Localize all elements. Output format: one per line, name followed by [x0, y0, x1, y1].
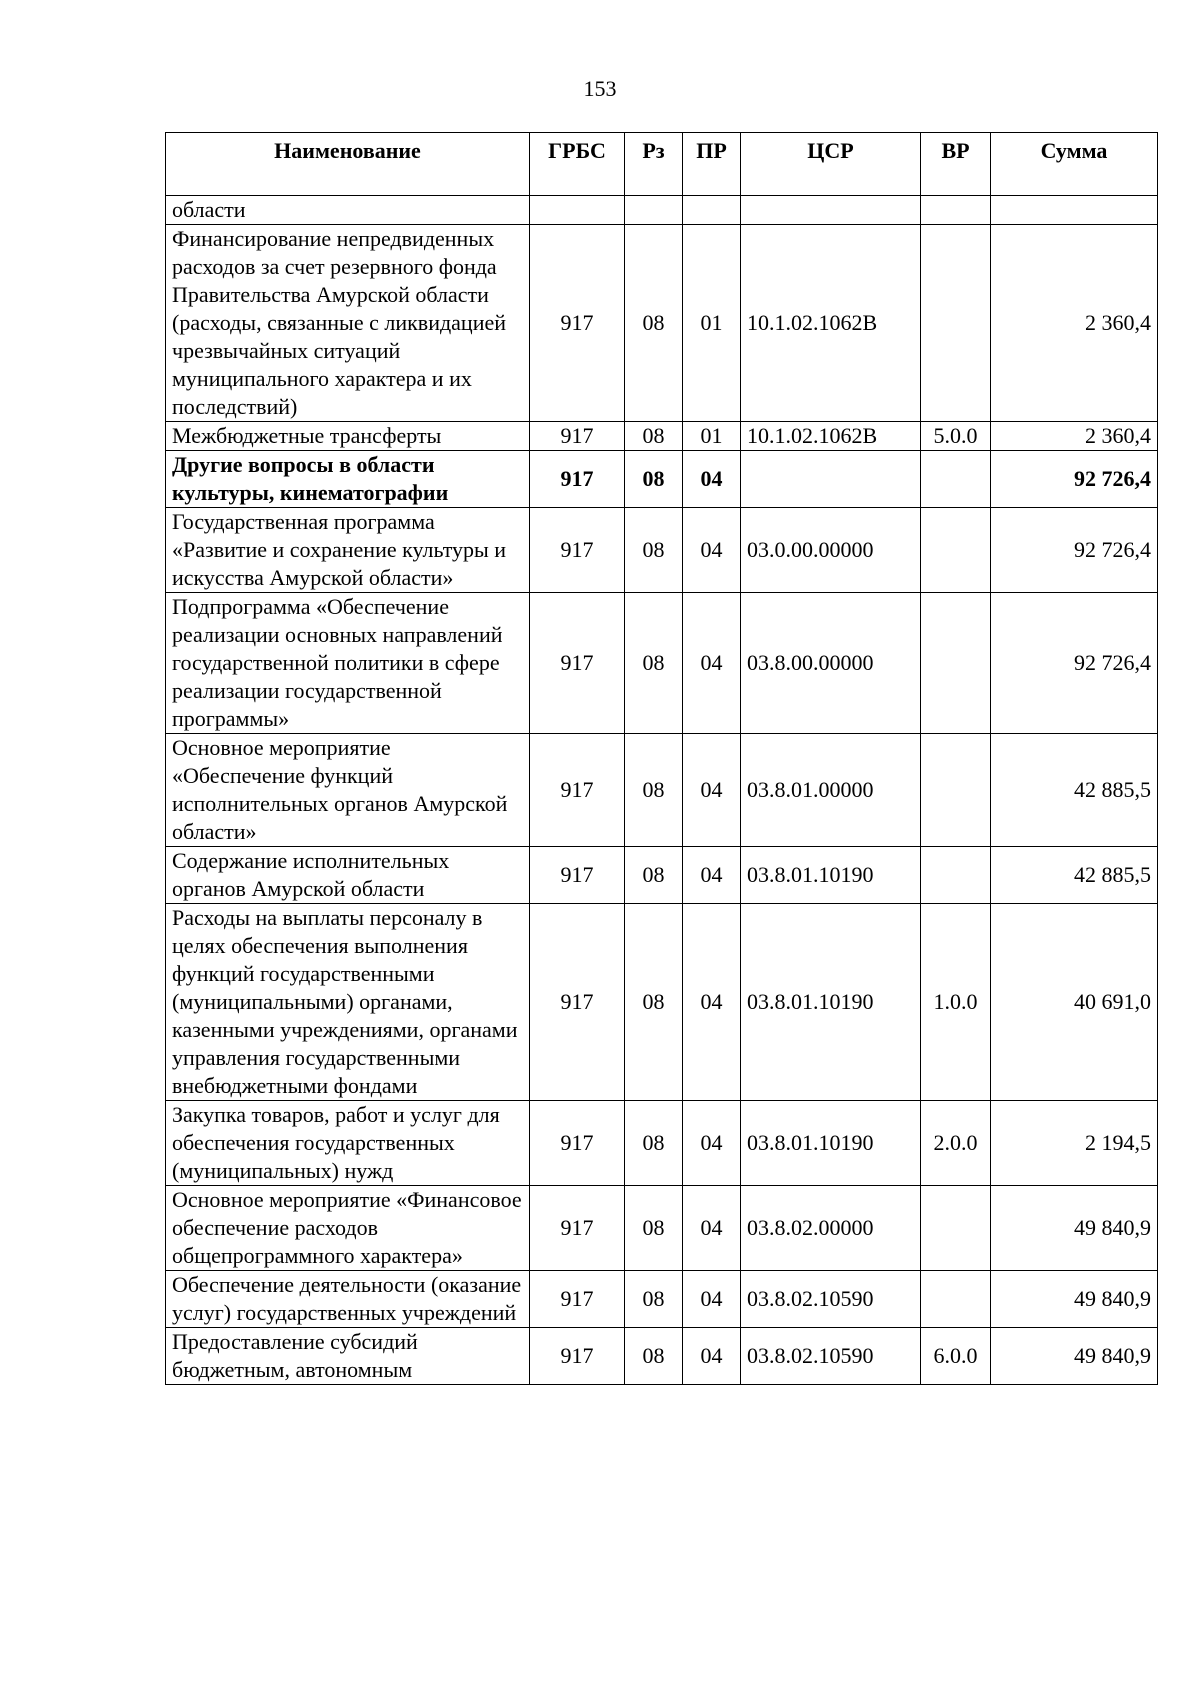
header-csr: ЦСР [741, 133, 921, 196]
cell-sum: 49 840,9 [991, 1328, 1158, 1385]
cell-vr [921, 734, 991, 847]
cell-grbs: 917 [530, 734, 625, 847]
cell-name: Межбюджетные трансферты [166, 422, 530, 451]
table-body [166, 196, 1158, 1385]
cell-sum: 2 360,4 [991, 422, 1158, 451]
header-grbs: ГРБС [530, 133, 625, 196]
cell-grbs: 917 [530, 904, 625, 1101]
cell-sum: 92 726,4 [991, 451, 1158, 508]
cell-rz: 08 [625, 734, 683, 847]
cell-vr: 6.0.0 [921, 1328, 991, 1385]
header-name: Наименование [166, 133, 530, 196]
table-row [166, 593, 1158, 734]
table-header-row [166, 133, 1158, 196]
cell-name: Предоставление субсидий бюджетным, автономным [166, 1328, 530, 1385]
cell-pr: 04 [683, 847, 741, 904]
cell-name: области [166, 196, 530, 225]
cell-sum: 92 726,4 [991, 508, 1158, 593]
cell-name: Подпрограмма «Обеспечение реализации основных направлений государственной политики в сфере реализации государственной программы» [166, 593, 530, 734]
page-number: 153 [583, 76, 617, 101]
cell-rz: 08 [625, 847, 683, 904]
cell-grbs: 917 [530, 508, 625, 593]
cell-vr [921, 1186, 991, 1271]
cell-pr: 04 [683, 904, 741, 1101]
cell-name: Основное мероприятие «Финансовое обеспечение расходов общепрограммного характера» [166, 1186, 530, 1271]
cell-name: Обеспечение деятельности (оказание услуг) государственных учреждений [166, 1271, 530, 1328]
cell-sum: 2 194,5 [991, 1101, 1158, 1186]
table-row [166, 225, 1158, 422]
cell-rz: 08 [625, 1328, 683, 1385]
table-row [166, 451, 1158, 508]
cell-sum: 92 726,4 [991, 593, 1158, 734]
cell-grbs: 917 [530, 451, 625, 508]
cell-sum [991, 196, 1158, 225]
cell-name: Другие вопросы в области культуры, кинематографии [166, 451, 530, 508]
cell-rz: 08 [625, 1186, 683, 1271]
table-row [166, 1328, 1158, 1385]
cell-vr [921, 196, 991, 225]
cell-csr [741, 196, 921, 225]
cell-rz: 08 [625, 422, 683, 451]
cell-grbs: 917 [530, 225, 625, 422]
cell-pr: 04 [683, 451, 741, 508]
budget-table [165, 132, 1158, 1385]
cell-grbs: 917 [530, 1186, 625, 1271]
cell-grbs: 917 [530, 593, 625, 734]
table-row [166, 1186, 1158, 1271]
cell-rz: 08 [625, 508, 683, 593]
cell-vr: 2.0.0 [921, 1101, 991, 1186]
cell-sum: 42 885,5 [991, 847, 1158, 904]
cell-rz: 08 [625, 225, 683, 422]
cell-pr: 04 [683, 508, 741, 593]
cell-grbs: 917 [530, 422, 625, 451]
cell-name: Содержание исполнительных органов Амурской области [166, 847, 530, 904]
cell-sum: 49 840,9 [991, 1186, 1158, 1271]
table-row [166, 508, 1158, 593]
cell-name: Основное мероприятие «Обеспечение функций исполнительных органов Амурской области» [166, 734, 530, 847]
cell-grbs: 917 [530, 847, 625, 904]
table-row [166, 196, 1158, 225]
cell-vr [921, 451, 991, 508]
cell-csr: 03.8.02.00000 [741, 1186, 921, 1271]
cell-csr: 03.0.00.00000 [741, 508, 921, 593]
cell-vr [921, 1271, 991, 1328]
table-row [166, 1271, 1158, 1328]
cell-sum: 42 885,5 [991, 734, 1158, 847]
cell-sum: 2 360,4 [991, 225, 1158, 422]
cell-grbs: 917 [530, 1101, 625, 1186]
cell-pr: 01 [683, 422, 741, 451]
cell-name: Финансирование непредвиденных расходов за счет резервного фонда Правительства Амурской области (расходы, связанные с ликвидацией чрезвычайных ситуаций муниципального характера и их последствий) [166, 225, 530, 422]
cell-csr: 03.8.00.00000 [741, 593, 921, 734]
cell-name: Расходы на выплаты персоналу в целях обеспечения выполнения функций государственными (муниципальными) органами, казенными учреждениями, органами управления государственными внебюджетными фондами [166, 904, 530, 1101]
cell-rz [625, 196, 683, 225]
cell-pr: 04 [683, 734, 741, 847]
table-row [166, 422, 1158, 451]
cell-pr: 04 [683, 1186, 741, 1271]
table-row [166, 1101, 1158, 1186]
cell-csr: 03.8.01.10190 [741, 904, 921, 1101]
cell-vr [921, 593, 991, 734]
cell-csr: 03.8.02.10590 [741, 1328, 921, 1385]
cell-rz: 08 [625, 1271, 683, 1328]
cell-name: Закупка товаров, работ и услуг для обеспечения государственных (муниципальных) нужд [166, 1101, 530, 1186]
header-vr: ВР [921, 133, 991, 196]
cell-rz: 08 [625, 1101, 683, 1186]
cell-csr: 03.8.01.00000 [741, 734, 921, 847]
header-pr: ПР [683, 133, 741, 196]
cell-rz: 08 [625, 451, 683, 508]
cell-vr [921, 508, 991, 593]
cell-vr [921, 225, 991, 422]
cell-vr [921, 847, 991, 904]
cell-grbs: 917 [530, 1271, 625, 1328]
cell-sum: 40 691,0 [991, 904, 1158, 1101]
cell-name: Государственная программа «Развитие и сохранение культуры и искусства Амурской области» [166, 508, 530, 593]
header-rz: Рз [625, 133, 683, 196]
cell-pr: 04 [683, 1271, 741, 1328]
cell-vr: 1.0.0 [921, 904, 991, 1101]
table-row [166, 904, 1158, 1101]
cell-pr: 01 [683, 225, 741, 422]
cell-csr [741, 451, 921, 508]
cell-rz: 08 [625, 593, 683, 734]
cell-grbs [530, 196, 625, 225]
cell-grbs: 917 [530, 1328, 625, 1385]
cell-vr: 5.0.0 [921, 422, 991, 451]
cell-pr: 04 [683, 593, 741, 734]
table-row [166, 734, 1158, 847]
table-row [166, 847, 1158, 904]
cell-pr: 04 [683, 1101, 741, 1186]
cell-rz: 08 [625, 904, 683, 1101]
cell-sum: 49 840,9 [991, 1271, 1158, 1328]
cell-csr: 10.1.02.1062В [741, 225, 921, 422]
cell-pr: 04 [683, 1328, 741, 1385]
header-sum: Сумма [991, 133, 1158, 196]
cell-csr: 03.8.01.10190 [741, 1101, 921, 1186]
cell-pr [683, 196, 741, 225]
cell-csr: 10.1.02.1062В [741, 422, 921, 451]
cell-csr: 03.8.01.10190 [741, 847, 921, 904]
cell-csr: 03.8.02.10590 [741, 1271, 921, 1328]
